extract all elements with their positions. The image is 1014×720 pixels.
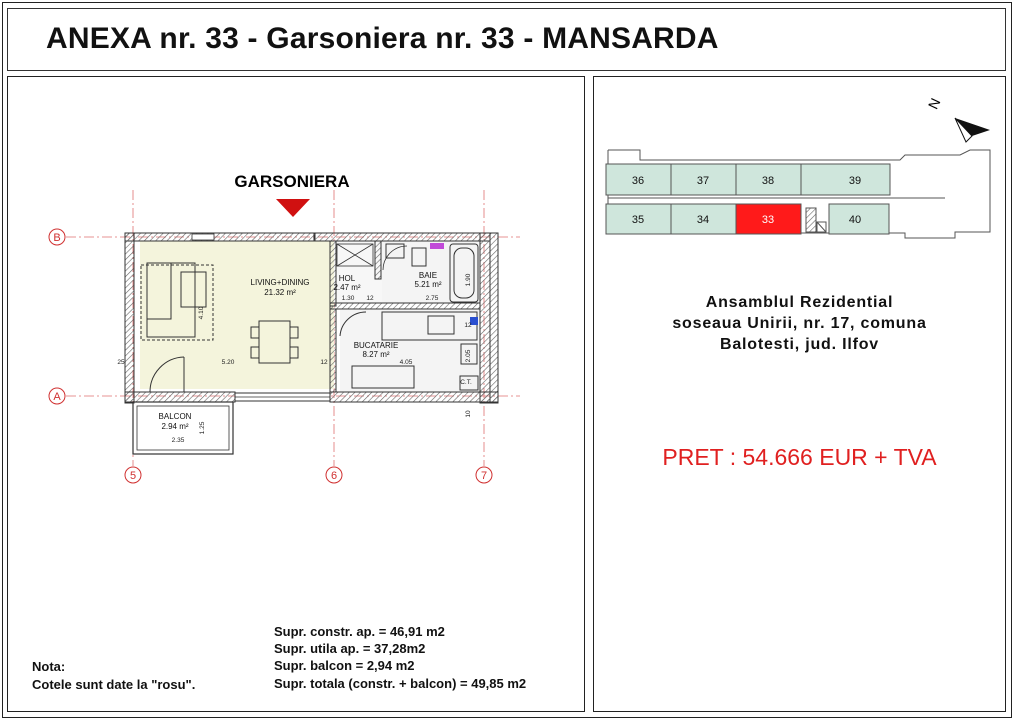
unit-38-label: 38 — [761, 175, 775, 187]
north-arrow-icon — [955, 118, 990, 142]
unit-35-label: 35 — [631, 214, 645, 226]
unit-39-label: 39 — [848, 175, 862, 187]
dim-275: 2.75 — [425, 295, 439, 302]
note-label: Nota: — [32, 659, 66, 674]
unit-33-label: 33 — [761, 214, 775, 226]
dim-190: 1.90 — [465, 273, 472, 287]
axis-label-5: 5 — [129, 470, 137, 482]
dim-12a: 12 — [320, 359, 328, 366]
unit-39 — [801, 164, 890, 195]
dim-205: 2.05 — [465, 349, 472, 363]
address-line-3: Balotesti, jud. Ilfov — [719, 336, 880, 353]
note-text: Cotele sunt date la "rosu". — [32, 677, 196, 692]
dim-12b: 12 — [366, 295, 374, 302]
room-bucatarie-area: 8.27 m² — [362, 350, 390, 359]
plan-heading: GARSONIERA — [234, 172, 350, 191]
room-bucatarie-name: BUCATARIE — [353, 341, 399, 350]
axis-label-b: B — [53, 232, 61, 244]
axis-label-6: 6 — [330, 470, 338, 482]
dim-ct: C.T. — [460, 379, 472, 386]
area-balcon: Supr. balcon = 2,94 m2 — [274, 658, 415, 673]
price-label: PRET : 54.666 EUR + TVA — [662, 444, 937, 470]
unit-34-label: 34 — [696, 214, 710, 226]
room-balcon-name: BALCON — [158, 412, 192, 421]
axis-label-7: 7 — [480, 470, 488, 482]
area-utila: Supr. utila ap. = 37,28m2 — [274, 641, 426, 656]
dim-410: 4.10 — [198, 306, 205, 320]
area-totala: Supr. totala (constr. + balcon) = 49,85 m2 — [274, 676, 527, 691]
dim-130: 1.30 — [341, 295, 355, 302]
room-baie-name: BAIE — [418, 271, 438, 280]
area-constr: Supr. constr. ap. = 46,91 m2 — [274, 624, 445, 639]
address-line-1: Ansamblul Rezidential — [705, 294, 894, 311]
dim-12c: 12 — [464, 322, 472, 329]
room-living-area: 21.32 m² — [264, 288, 296, 297]
room-hol-area: 2.47 m² — [333, 283, 361, 292]
room-baie-area: 5.21 m² — [414, 280, 442, 289]
room-living-name: LIVING+DINING — [250, 278, 310, 287]
dim-520: 5.20 — [221, 359, 235, 366]
unit-40-label: 40 — [848, 214, 862, 226]
unit-36-label: 36 — [631, 175, 645, 187]
north-label: N — [924, 95, 944, 112]
dim-25: 25 — [117, 359, 125, 366]
dim-235: 2.35 — [171, 437, 185, 444]
unit-37-label: 37 — [696, 175, 710, 187]
dim-10: 10 — [465, 410, 472, 418]
dim-405: 4.05 — [399, 359, 413, 366]
room-balcon-area: 2.94 m² — [161, 422, 189, 431]
room-hol-name: HOL — [338, 274, 356, 283]
dim-125: 1.25 — [199, 421, 206, 435]
address-line-2: soseaua Unirii, nr. 17, comuna — [672, 315, 927, 332]
axis-label-a: A — [53, 391, 61, 403]
page-title: ANEXA nr. 33 - Garsoniera nr. 33 - MANSARDA — [46, 22, 719, 55]
